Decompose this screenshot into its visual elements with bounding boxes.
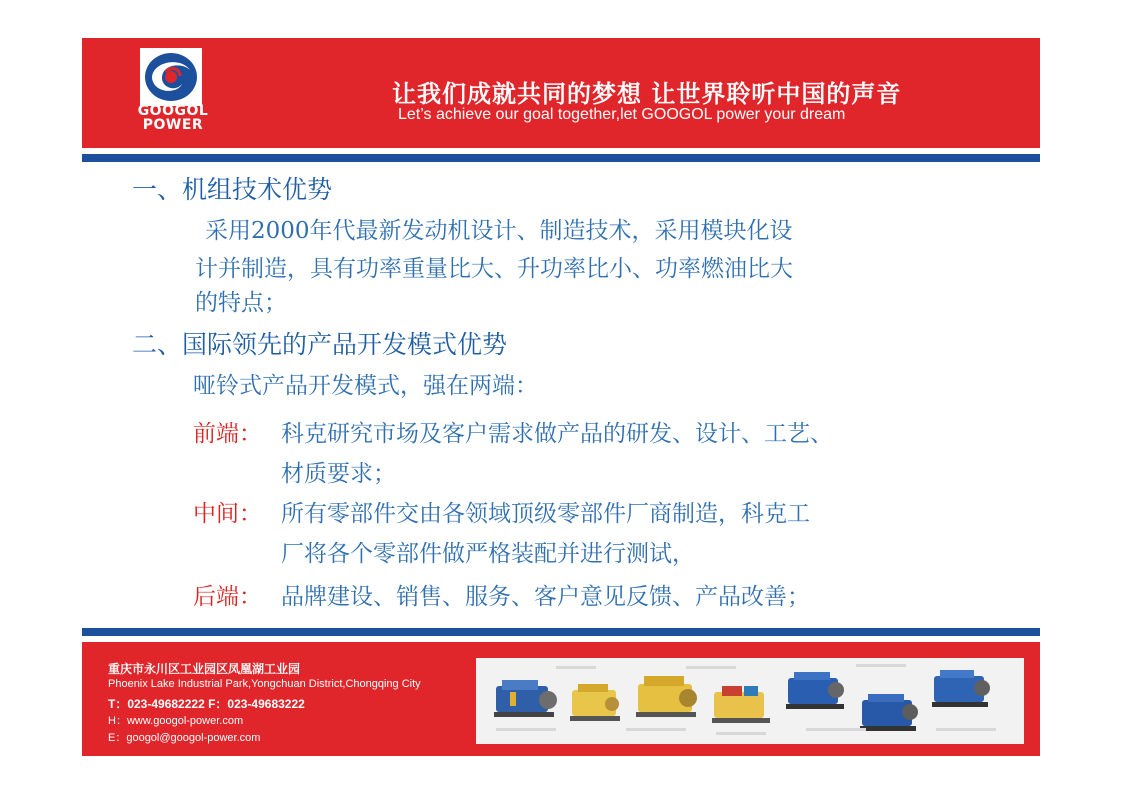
logo-line-2: POWER	[142, 117, 204, 133]
header-banner	[82, 38, 1040, 148]
footer-email: E：googol@googol-power.com	[108, 732, 261, 744]
logo-line-1: GOOGOL	[137, 103, 209, 119]
engine-image	[490, 676, 560, 722]
engine-image	[928, 666, 992, 712]
logo-wordmark	[128, 104, 218, 132]
divider-top	[82, 154, 1040, 162]
section2-heading: 二、国际领先的产品开发模式优势	[132, 330, 508, 359]
section1-heading: 一、机组技术优势	[132, 175, 333, 204]
section1-line-3: 的特点；	[195, 290, 287, 316]
footer-banner	[82, 642, 1040, 756]
section1-line-2: 计并制造，具有功率重量比大、升功率比小、功率燃油比大	[195, 256, 793, 282]
engine-product-strip	[476, 658, 1024, 744]
section1-line-1: 采用2000年代最新发动机设计、制造技术，采用模块化设	[205, 218, 793, 244]
engine-image	[708, 680, 774, 728]
footer-address-cn: 重庆市永川区工业园区凤凰湖工业园	[108, 662, 301, 676]
back-end-label: 后端：	[193, 584, 262, 610]
front-end-line-1: 科克研究市场及客户需求做产品的研发、设计、工艺、	[281, 421, 833, 447]
engine-image	[566, 680, 624, 726]
footer-website: H：www.googol-power.com	[108, 715, 244, 727]
engine-caption-placeholder	[556, 666, 596, 669]
googol-logo-icon	[140, 48, 202, 106]
middle-label: 中间：	[193, 501, 262, 527]
front-end-label: 前端：	[193, 421, 262, 447]
engine-caption-placeholder	[716, 732, 766, 735]
slogan-english: Let’s achieve our goal together,let GOOGOL power your dream	[398, 106, 846, 123]
section2-intro: 哑铃式产品开发模式，强在两端：	[193, 373, 538, 399]
back-end-line-1: 品牌建设、销售、服务、客户意见反馈、产品改善；	[281, 584, 810, 610]
googol-logo	[134, 48, 210, 142]
footer-phone-fax: T：023-49682222 F：023-49683222	[108, 697, 305, 711]
engine-image	[782, 668, 848, 714]
engine-caption-placeholder	[936, 728, 996, 731]
engine-caption-placeholder	[856, 664, 906, 667]
engine-caption-placeholder	[626, 728, 686, 731]
middle-line-1: 所有零部件交由各领域顶级零部件厂商制造，科克工	[281, 501, 810, 527]
engine-image	[632, 672, 700, 722]
divider-bottom	[82, 628, 1040, 636]
front-end-line-2: 材质要求；	[281, 461, 396, 487]
engine-caption-placeholder	[686, 666, 736, 669]
middle-line-2: 厂将各个零部件做严格装配并进行测试，	[281, 541, 695, 567]
engine-caption-placeholder	[806, 728, 866, 731]
engine-caption-placeholder	[496, 728, 556, 731]
slogan-chinese: 让我们成就共同的梦想 让世界聆听中国的声音	[392, 80, 902, 108]
footer-address-en: Phoenix Lake Industrial Park,Yongchuan District,Chongqing City	[108, 678, 421, 690]
